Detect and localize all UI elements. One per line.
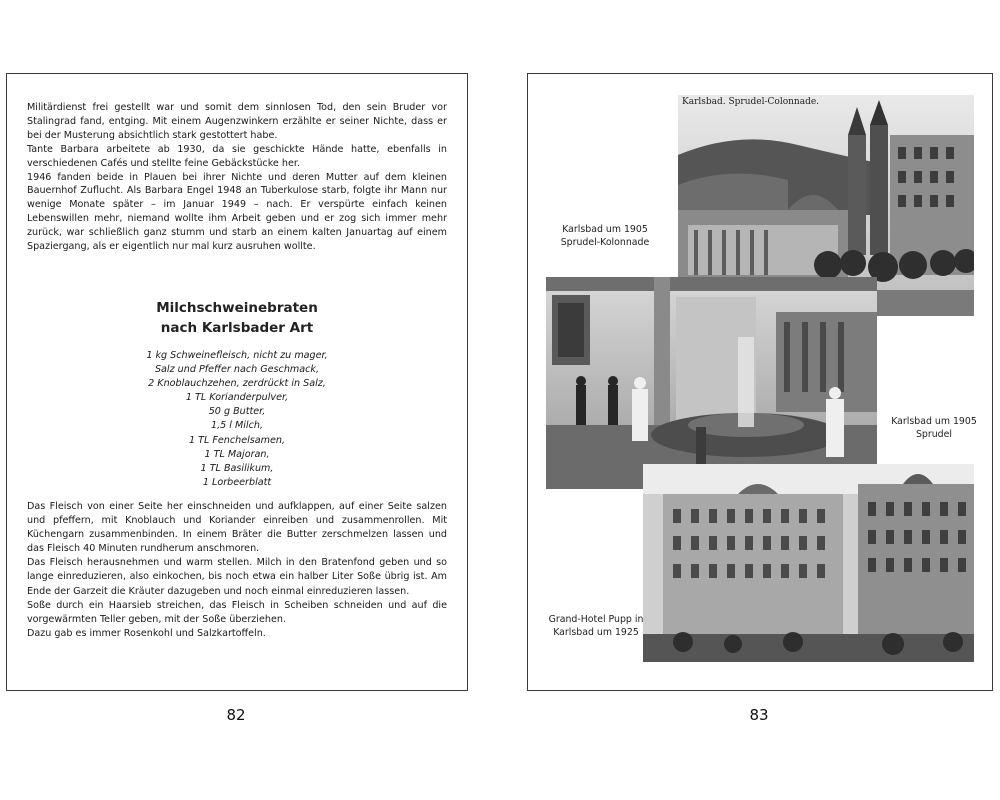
left-book-page: [6, 73, 468, 691]
ingredient-item: 2 Knoblauchzehen, zerdrückt in Salz,: [148, 378, 326, 390]
method-paragraph: Soße durch ein Haarsieb streichen, das Fleisch in Scheiben schneiden und auf die vorgewärmten Teller geben, mit der Soße überziehen.: [27, 599, 447, 625]
ingredient-item: 1 Lorbeerblatt: [202, 476, 272, 488]
ingredient-item: 1 TL Basilikum,: [200, 462, 274, 474]
ingredient-item: 1 TL Majoran,: [204, 448, 270, 460]
caption-line: Sprudel-Kolonnade: [560, 236, 650, 248]
postcard-title: Karlsbad. Sprudel-Colonnade.: [682, 97, 820, 107]
recipe-title-line: Milchschweinebraten: [156, 300, 318, 316]
method-paragraph: Dazu gab es immer Rosenkohl und Salzkartoffeln.: [27, 627, 266, 639]
ingredient-item: 1 TL Fenchelsamen,: [188, 434, 286, 446]
method-paragraph: Das Fleisch von einer Seite her einschneiden und aufklappen, auf einer Seite salzen und pfeffern, mit Knoblauch und Koriander einreiben und zusammenrollen. Mit Küchengarn zusammenbinden. In einem Bräter die Butter zerschmelzen lassen und das Fleisch 40 Minuten rundherum anschmoren.: [27, 501, 447, 555]
hotel-caption: [540, 614, 652, 639]
sprudel-caption: [879, 416, 989, 441]
caption-line: Karlsbad um 1905: [891, 416, 977, 427]
ingredient-list: [7, 349, 467, 490]
page-number: 82: [226, 706, 246, 724]
ingredient-item: 1 TL Korianderpulver,: [185, 392, 289, 404]
recipe-method: [27, 500, 447, 641]
ingredient-item: 1,5 l Milch,: [210, 420, 264, 432]
caption-line: Karlsbad um 1925: [553, 626, 639, 638]
story-paragraph: Tante Barbara arbeitete ab 1930, da sie geschickte Hände hatte, ebenfalls in verschiedenen Cafés und stellte feine Gebäckstücke her.: [27, 143, 447, 169]
story-paragraph: Militärdienst frei gestellt war und somit dem sinnlosen Tod, den sein Bruder vor Stalingrad fand, entging. Mit einem Augenzwinkern erzählte er seiner Nichte, dass er bei der Musterung absichtlich stark gestottert habe.: [27, 102, 447, 141]
story-paragraph: 1946 fanden beide in Plauen bei ihrer Nichte und deren Mutter auf dem kleinen Bauernhof Zuflucht. Als Barbara Engel 1948 an Tuberkulose starb, folgte ihr Mann nur wenige Monate später – im Januar 1949 – nach. Er verspürte einfach keinen Lebenswillen mehr, niemand wollte ihm Arbeit geben und er zog sich immer mehr zurück, war schließlich ganz stumm und starb an einem kalten Januartag auf einem Spaziergang, als er eigentlich nur mal kurz ausruhen wollte.: [27, 171, 447, 253]
caption-line: Grand-Hotel Pupp in: [548, 614, 644, 625]
recipe-title-line: nach Karlsbader Art: [160, 320, 314, 336]
caption-line: Karlsbad um 1905: [562, 224, 648, 235]
ingredient-item: 1 kg Schweinefleisch, nicht zu mager,: [146, 350, 328, 361]
colonnade-caption: [546, 224, 664, 249]
ingredient-item: 50 g Butter,: [208, 406, 266, 418]
page-number: 83: [749, 706, 769, 724]
caption-line: Sprudel: [915, 428, 953, 440]
story-text: [27, 101, 447, 254]
grand-hotel-pupp-photo: [643, 464, 974, 662]
recipe-title: [7, 298, 467, 338]
sprudel-photo: [546, 277, 877, 489]
ingredient-item: Salz und Pfeffer nach Geschmack,: [154, 364, 320, 376]
right-book-page: [527, 73, 993, 691]
method-paragraph: Das Fleisch herausnehmen und warm stellen. Milch in den Bratenfond geben und so lange einreduzieren, also einkochen, bis noch etwa ein halber Liter Soße übrig ist. Am Ende der Garzeit die Kräuter dazugeben und noch einmal einreduzieren lassen.: [27, 557, 447, 597]
